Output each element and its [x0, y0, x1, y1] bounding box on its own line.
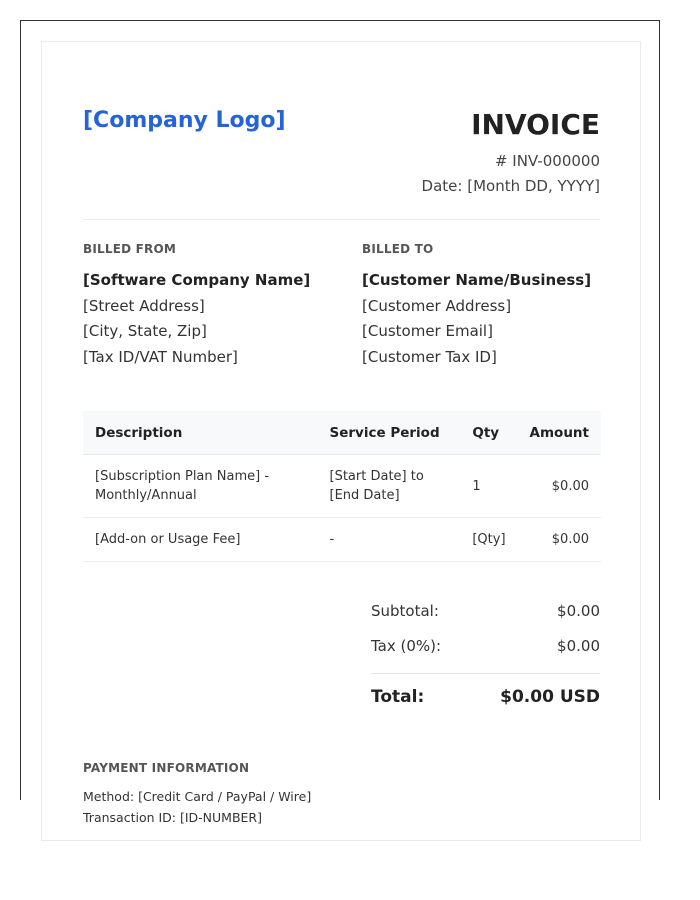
- billed-from-name: [Software Company Name]: [83, 271, 311, 289]
- subtotal-value: $0.00: [557, 602, 600, 620]
- invoice-sheet: [41, 41, 641, 841]
- cell-qty: 1: [460, 455, 517, 518]
- payment-info-label: PAYMENT INFORMATION: [83, 761, 250, 775]
- billed-from-city: [City, State, Zip]: [83, 322, 207, 340]
- table-row: [83, 455, 601, 518]
- cell-amount: $0.00: [518, 518, 601, 562]
- billed-to-address: [362, 268, 602, 370]
- billed-from-street: [Street Address]: [83, 296, 205, 315]
- billed-from-label: BILLED FROM: [83, 242, 177, 256]
- tax-value: $0.00: [557, 637, 600, 655]
- header-description: Description: [83, 411, 318, 455]
- cell-description: [Subscription Plan Name] - Monthly/Annual: [83, 455, 318, 518]
- header-service-period: Service Period: [318, 411, 461, 455]
- total-label: Total:: [371, 687, 425, 707]
- header-amount: Amount: [518, 411, 601, 455]
- cell-qty: [Qty]: [460, 518, 517, 562]
- transaction-id: Transaction ID: [ID-NUMBER]: [83, 810, 262, 825]
- billed-from-section: [83, 242, 343, 370]
- invoice-number: # INV-000000: [494, 152, 600, 170]
- header-qty: Qty: [460, 411, 517, 455]
- total-value: $0.00 USD: [500, 687, 600, 707]
- billed-from-tax-id: [Tax ID/VAT Number]: [83, 347, 238, 366]
- billed-to-email: [Customer Email]: [362, 322, 493, 340]
- table-header-row: [83, 411, 601, 455]
- payment-method: Method: [Credit Card / PayPal / Wire]: [83, 789, 312, 804]
- billed-to-tax-id: [Customer Tax ID]: [362, 347, 497, 366]
- table-row: [83, 518, 601, 562]
- cell-description: [Add-on or Usage Fee]: [83, 518, 318, 562]
- company-logo: [Company Logo]: [83, 108, 286, 133]
- billed-from-address: [83, 268, 343, 370]
- cell-amount: $0.00: [518, 455, 601, 518]
- cell-service-period: [Start Date] to [End Date]: [318, 455, 461, 518]
- tax-label: Tax (0%):: [371, 637, 442, 655]
- billed-to-section: [362, 242, 602, 370]
- subtotal-label: Subtotal:: [371, 602, 439, 620]
- cell-service-period: -: [318, 518, 461, 562]
- invoice-date: Date: [Month DD, YYYY]: [421, 177, 600, 195]
- header-divider: [83, 219, 600, 220]
- billed-to-name: [Customer Name/Business]: [362, 271, 592, 289]
- billed-to-street: [Customer Address]: [362, 296, 512, 315]
- line-items-table: [83, 411, 601, 562]
- document-frame: [20, 20, 660, 825]
- billed-to-label: BILLED TO: [362, 242, 434, 256]
- totals-divider: [371, 673, 600, 674]
- invoice-title: INVOICE: [471, 108, 600, 141]
